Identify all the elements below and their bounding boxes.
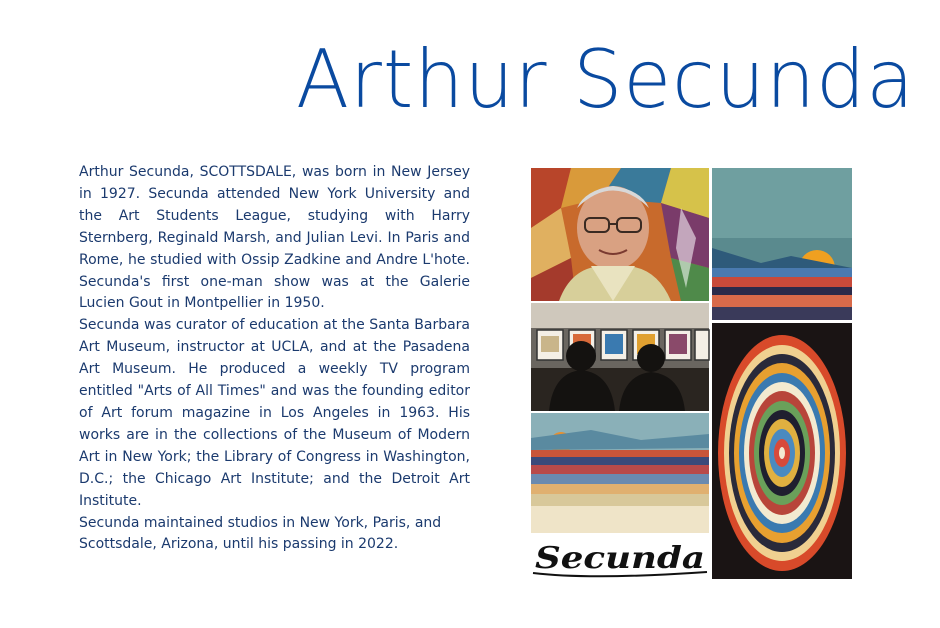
- biography-text: [79, 162, 470, 556]
- gallery-visitors-photo: [531, 303, 709, 411]
- artist-portrait-photo: [531, 168, 709, 301]
- page-title: Arthur Secunda: [296, 33, 915, 126]
- sunset-landscape-painting: [712, 168, 852, 320]
- bio-paragraph-1: Arthur Secunda, SCOTTSDALE, was born in New Jersey in 1927. Secunda attended New York University and the Art Students League, studying with Harry Sternberg, Reginald Marsh, and Julian Levi. In Paris and Rome, he studied with Ossip Zadkine and Andre L'hote. Secunda's first one-man show was at the Galerie Lucien Gout in Montpellier in 1950.: [79, 164, 470, 312]
- concentric-oval-painting: [712, 323, 852, 579]
- artist-signature: Secunda: [535, 541, 705, 576]
- bio-paragraph-2: Secunda was curator of education at the Santa Barbara Art Museum, instructor at UCLA, and at the Pasadena Art Museum. He produced a weekly TV program entitled "Arts of All Times" and was the founding editor of Art forum magazine in Los Angeles in 1963. His works are in the collections of the Museum of Modern Art in New York; the Library of Congress in Washington, D.C.; the Chicago Art Institute; and the Detroit Art Institute.: [79, 317, 470, 509]
- bio-paragraph-3: Secunda maintained studios in New York, Paris, and Scottsdale, Arizona, until his passing in 2022.: [79, 514, 442, 553]
- striped-landscape-painting: [531, 413, 709, 533]
- artwork-collage: [531, 168, 852, 579]
